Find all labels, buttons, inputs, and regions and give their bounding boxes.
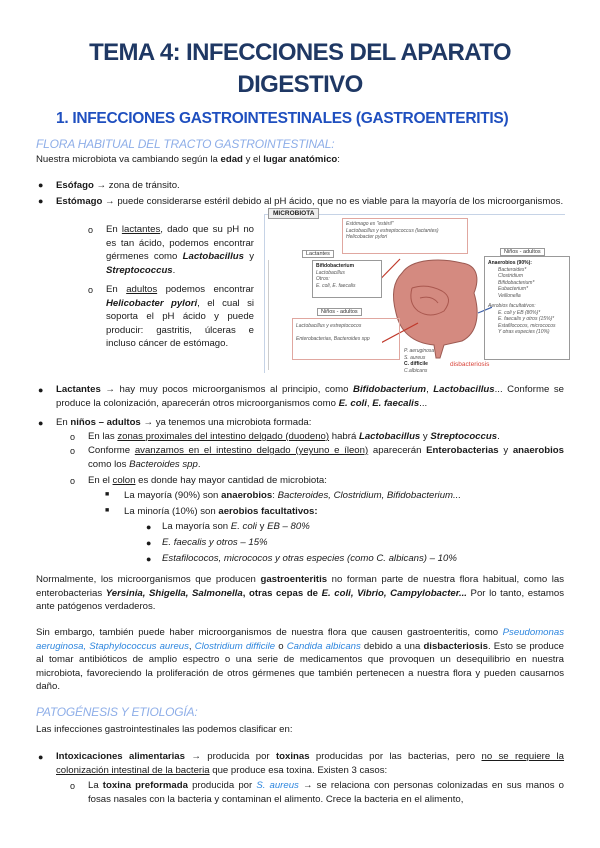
bullet-icon: ● — [38, 180, 44, 190]
intro-paragraph: Nuestra microbiota va cambiando según la edad y el lugar anatómico: — [36, 154, 340, 165]
sub-bullet-icon: o — [70, 781, 76, 791]
bullet-icon: ● — [146, 522, 152, 532]
ninos-left-box: Lactobacillus y estreptococos Enterobacterias, Bacteroides spp — [292, 318, 400, 360]
list-item-intoxicaciones: Intoxicaciones alimentarias → producida por toxinas producidas por las bacterias, pero no se requiere la colonización intestinal de la bacteria que produce esa toxina. Existen 3 casos: — [56, 751, 565, 776]
aerobios-item-estafilococos: Estafilococos, micrococos y otras especies (como C. albicans) – 10% — [162, 553, 457, 564]
list-item-esofago: Esófago → zona de tránsito. — [56, 180, 180, 191]
lactantes-box: Bifidobacterium Lactobacillus Otros: E. coli, E. faecalis — [312, 260, 382, 298]
section-heading: 1. INFECCIONES GASTROINTESTINALES (GASTROENTERITIS) — [56, 110, 509, 127]
list-item-estomago: Estómago → puede considerarse estéril debido al pH ácido, que no es viable para la mayoría de los microorganismos. — [56, 196, 564, 207]
aerobios-item-ecoli: La mayoría son E. coli y EB – 80% — [162, 521, 310, 532]
aerobios-item-faecalis: E. faecalis y otros – 15% — [162, 537, 268, 548]
microbiota-figure — [262, 208, 568, 374]
sub-bullet-icon: o — [70, 476, 76, 486]
bullet-icon: ● — [38, 196, 44, 206]
paragraph-patogenos: Normalmente, los microorganismos que producen gastroenteritis no forman parte de nuestra flora habitual, como las enterobacterias Yersinia, Shigella, Salmonella, otras cepas de E. coli, Vibrio, Campylobacter... Por lo tanto, estamos ante patógenos verdaderos. — [36, 574, 565, 612]
sub-item-adultos: En adultos podemos encontrar Helicobacter pylori, el cual si soporta el pH ácido y puede producir: gastritis, úlceras e incluso cáncer de estómago. — [106, 284, 255, 349]
sub-item-duodeno: En las zonas proximales del intestino delgado (duodeno) habrá Lactobacillus y Streptococcus. — [88, 431, 500, 442]
figure-tag: MICROBIOTA — [268, 208, 319, 219]
bullet-icon: ● — [146, 554, 152, 564]
sub-item-toxina-preformada: La toxina preformada producida por S. aureus → se relaciona con personas colonizadas en sus manos o fosas nasales con la bacteria y contaminan el alimento. Crece la bacteria en el alimento, — [88, 780, 564, 805]
colon-item-anaerobios: La mayoría (90%) son anaerobios: Bacteroides, Clostridium, Bifidobacterium... — [124, 490, 462, 501]
stomach-box: Estómago es "estéril" Lactobacillus y estreptococcus (lactantes) Helicobacter pylori — [342, 218, 468, 254]
colon-item-aerobios: La minoría (10%) son aerobios facultativos: — [124, 506, 318, 517]
bullet-icon: ● — [146, 538, 152, 548]
sub-bullet-icon: o — [88, 285, 94, 295]
ninos-right-box: Anaerobios (90%): Bacteroides* Clostridium Bifidobacterium* Eubacterium* Veillonella Aerobios facultativos: E. coli y EB (80%)* E. faecalis y otros (15%)* Estafilococos, micrococos Y otras especies (10%) — [484, 256, 570, 360]
sub-item-colon: En el colon es donde hay mayor cantidad de microbiota: — [88, 475, 327, 486]
ninos-left-label: Niños - adultos — [317, 308, 362, 316]
sub-item-yeyuno: Conforme avanzamos en el intestino delgado (yeyuno e íleon) aparecerán Enterobacterias y anaerobios como los Bacteroides spp. — [88, 445, 564, 470]
sub-item-lactantes: En lactantes, dado que su pH no es tan ácido, podemos encontrar gérmenes como Lactobacillus y Streptococcus. — [106, 224, 255, 276]
sub-bullet-icon: o — [70, 446, 76, 456]
subheading-flora: FLORA HABITUAL DEL TRACTO GASTROINTESTINAL: — [36, 137, 335, 151]
page-title-line1: TEMA 4: INFECCIONES DEL APARATO — [89, 39, 511, 66]
paragraph-clasificacion: Las infecciones gastrointestinales las podemos clasificar en: — [36, 724, 293, 735]
ninos-right-label: Niños - adultos — [500, 248, 545, 256]
list-item-lactantes: Lactantes → hay muy pocos microorganismos al principio, como Bifidobacterium, Lactobacillus... Conforme se produce la colonización, aparecerán otros microorganismos como E. coli, E. faecalis... — [56, 384, 564, 409]
disbacteriosis-list: P. aeruginosa S. aureus C. difficile C.albicans — [404, 348, 435, 374]
sub-bullet-icon: o — [88, 225, 94, 235]
sub-bullet-icon: o — [70, 432, 76, 442]
bullet-icon: ● — [38, 418, 44, 428]
bullet-icon: ● — [38, 385, 44, 395]
paragraph-disbacteriosis: Sin embargo, también puede haber microorganismos de nuestra flora que causen gastroenteritis, como Pseudomonas aeruginosa, Staphylococcus aureus, Clostridium difficile o Candida albicans debido a una disbacteriosis. Esto se produce al tomar antibióticos de amplio espectro o una serie de medicamentos que provoquen un desequilibrio en nuestra microbiota, favoreciendo la proliferación de otros gérmenes que también pertenecen a nuestra flora y pueden causarnos daño. — [36, 627, 564, 692]
lactantes-label: Lactantes — [302, 250, 334, 258]
list-item-ninos: En niños – adultos → ya tenemos una microbiota formada: — [56, 417, 312, 428]
square-bullet-icon: ■ — [105, 491, 110, 498]
disbacteriosis-label: disbacteriosis — [450, 361, 490, 368]
square-bullet-icon: ■ — [105, 507, 110, 514]
subheading-patogenesis: PATOGÉNESIS Y ETIOLOGÍA: — [36, 705, 198, 719]
page-title-line2: DIGESTIVO — [237, 71, 363, 98]
bullet-icon: ● — [38, 752, 44, 762]
